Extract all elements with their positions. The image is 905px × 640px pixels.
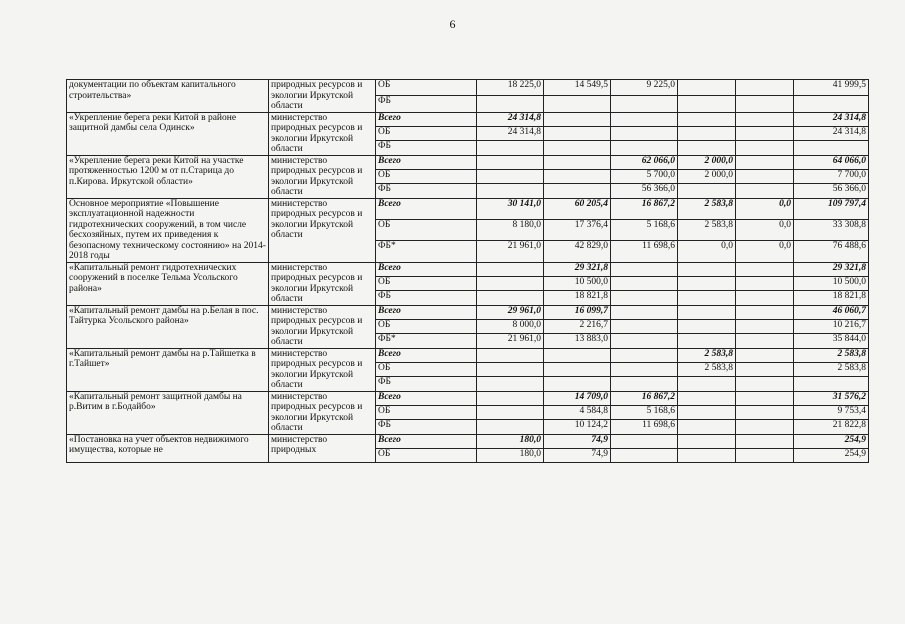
year-2017-cell [678,334,736,348]
year-2015-cell [544,348,611,362]
total-cell: 76 488,6 [794,241,869,262]
year-2015-cell: 14 549,5 [544,80,611,96]
total-cell: 10 216,7 [794,319,869,333]
table-row [67,434,869,448]
measure-name-cell: «Укрепление берега реки Китой на участке протяженностью 1200 м от п.Старица до п.Кирова. Иркутской области» [67,155,269,198]
year-2014-cell [477,405,544,419]
year-2017-cell: 2 583,8 [678,348,736,362]
total-cell: 24 314,8 [794,126,869,140]
total-cell: 33 308,8 [794,219,869,240]
year-2014-cell [477,420,544,434]
funding-source-cell: ОБ [376,219,477,240]
year-2014-cell [477,391,544,405]
funding-source-cell: ОБ [376,80,477,96]
funding-source-cell: ОБ [376,169,477,183]
year-2017-cell: 2 583,8 [678,198,736,219]
year-2018-cell [736,305,794,319]
table-row [67,305,869,319]
year-2016-cell [611,96,678,112]
year-2018-cell [736,334,794,348]
year-2017-cell [678,276,736,290]
year-2015-cell: 17 376,4 [544,219,611,240]
year-2015-cell [544,184,611,198]
year-2018-cell [736,80,794,96]
year-2016-cell [611,262,678,276]
funding-source-cell: Всего [376,348,477,362]
measure-name-cell: «Постановка на учет объектов недвижимого имущества, которые не [67,434,269,462]
year-2014-cell: 29 961,0 [477,305,544,319]
year-2014-cell [477,262,544,276]
total-cell: 10 500,0 [794,276,869,290]
measure-name-cell: Основное мероприятие «Повышение эксплуатационной надежности гидротехнических сооружений, в том числе бесхозяйных, путем их приведения к безопасному техническому состоянию» на 2014-2018 годы [67,198,269,262]
year-2018-cell: 0,0 [736,198,794,219]
year-2017-cell [678,126,736,140]
year-2017-cell [678,420,736,434]
year-2016-cell [611,112,678,126]
year-2018-cell [736,155,794,169]
year-2014-cell [477,184,544,198]
total-cell [794,141,869,155]
year-2017-cell [678,434,736,448]
year-2017-cell [678,305,736,319]
year-2015-cell [544,126,611,140]
funding-source-cell: ФБ [376,291,477,305]
year-2018-cell [736,377,794,391]
table-row [67,155,869,169]
year-2014-cell: 30 141,0 [477,198,544,219]
year-2018-cell [736,348,794,362]
year-2017-cell [678,448,736,462]
year-2016-cell [611,362,678,376]
year-2016-cell [611,141,678,155]
total-cell: 9 753,4 [794,405,869,419]
executor-cell: министерство природных ресурсов и экологии Иркутской области [269,305,376,348]
total-cell: 41 999,5 [794,80,869,96]
year-2015-cell: 4 584,8 [544,405,611,419]
year-2017-cell [678,405,736,419]
total-cell: 2 583,8 [794,348,869,362]
year-2016-cell [611,448,678,462]
year-2017-cell [678,377,736,391]
funding-source-cell: ФБ [376,420,477,434]
year-2014-cell [477,169,544,183]
funding-source-cell: ОБ [376,362,477,376]
year-2017-cell: 2 583,8 [678,362,736,376]
measure-name-cell: «Капитальный ремонт гидротехнических сооружений в поселке Тельма Усольского района» [67,262,269,305]
executor-cell: министерство природных ресурсов и экологии Иркутской области [269,391,376,434]
year-2015-cell: 10 500,0 [544,276,611,290]
year-2016-cell: 9 225,0 [611,80,678,96]
year-2014-cell: 180,0 [477,434,544,448]
year-2016-cell [611,434,678,448]
year-2016-cell: 5 168,6 [611,405,678,419]
year-2015-cell: 74,9 [544,434,611,448]
measure-name-cell: «Укрепление берега реки Китой в районе защитной дамбы села Одинск» [67,112,269,155]
year-2018-cell [736,169,794,183]
year-2015-cell: 74,9 [544,448,611,462]
executor-cell: природных ресурсов и экологии Иркутской области [269,80,376,113]
measure-name-cell: «Капитальный ремонт дамбы на р.Тайшетка в г.Тайшет» [67,348,269,391]
year-2016-cell [611,377,678,391]
funding-source-cell: ОБ [376,405,477,419]
budget-table [66,79,869,463]
executor-cell: министерство природных ресурсов и экологии Иркутской области [269,155,376,198]
year-2015-cell: 14 709,0 [544,391,611,405]
funding-source-cell: Всего [376,112,477,126]
total-cell: 46 060,7 [794,305,869,319]
total-cell [794,377,869,391]
year-2015-cell [544,141,611,155]
year-2016-cell [611,276,678,290]
year-2018-cell [736,319,794,333]
year-2015-cell: 29 321,8 [544,262,611,276]
year-2016-cell: 16 867,2 [611,198,678,219]
page-number: 6 [449,17,456,31]
year-2017-cell [678,262,736,276]
year-2014-cell: 21 961,0 [477,241,544,262]
year-2016-cell [611,126,678,140]
executor-cell: министерство природных ресурсов и экологии Иркутской области [269,262,376,305]
year-2014-cell: 8 180,0 [477,219,544,240]
year-2015-cell [544,169,611,183]
table-row [67,112,869,126]
funding-source-cell: ОБ [376,126,477,140]
year-2018-cell [736,291,794,305]
funding-source-cell: Всего [376,391,477,405]
year-2017-cell [678,184,736,198]
executor-cell: министерство природных [269,434,376,462]
year-2016-cell: 11 698,6 [611,420,678,434]
year-2015-cell: 60 205,4 [544,198,611,219]
year-2017-cell: 2 583,8 [678,219,736,240]
total-cell: 21 822,8 [794,420,869,434]
year-2017-cell [678,319,736,333]
year-2017-cell: 0,0 [678,241,736,262]
year-2014-cell: 18 225,0 [477,80,544,96]
year-2014-cell [477,348,544,362]
total-cell: 109 797,4 [794,198,869,219]
year-2015-cell [544,112,611,126]
year-2018-cell [736,126,794,140]
funding-source-cell: ФБ [376,377,477,391]
year-2014-cell: 21 961,0 [477,334,544,348]
year-2018-cell [736,448,794,462]
funding-source-cell: ОБ [376,319,477,333]
year-2016-cell: 56 366,0 [611,184,678,198]
year-2018-cell [736,362,794,376]
year-2017-cell: 2 000,0 [678,155,736,169]
total-cell [794,96,869,112]
year-2015-cell [544,96,611,112]
funding-source-cell: ОБ [376,448,477,462]
measure-name-cell: «Капитальный ремонт защитной дамбы на р.Витим в г.Бодайбо» [67,391,269,434]
year-2015-cell: 16 099,7 [544,305,611,319]
executor-cell: министерство природных ресурсов и экологии Иркутской области [269,348,376,391]
year-2014-cell [477,377,544,391]
total-cell: 35 844,0 [794,334,869,348]
year-2018-cell: 0,0 [736,219,794,240]
funding-source-cell: ОБ [376,276,477,290]
year-2017-cell [678,391,736,405]
table-row [67,391,869,405]
year-2017-cell [678,96,736,112]
year-2018-cell: 0,0 [736,241,794,262]
year-2015-cell: 10 124,2 [544,420,611,434]
year-2016-cell: 5 168,6 [611,219,678,240]
total-cell: 2 583,8 [794,362,869,376]
year-2014-cell [477,155,544,169]
year-2017-cell [678,80,736,96]
total-cell: 18 821,8 [794,291,869,305]
year-2015-cell [544,362,611,376]
funding-source-cell: ФБ* [376,241,477,262]
year-2018-cell [736,391,794,405]
year-2017-cell [678,141,736,155]
year-2016-cell [611,291,678,305]
total-cell: 29 321,8 [794,262,869,276]
year-2018-cell [736,184,794,198]
year-2016-cell: 5 700,0 [611,169,678,183]
table-row [67,348,869,362]
year-2016-cell: 11 698,6 [611,241,678,262]
year-2015-cell: 2 216,7 [544,319,611,333]
total-cell: 254,9 [794,448,869,462]
funding-source-cell: ФБ [376,141,477,155]
year-2016-cell [611,319,678,333]
total-cell: 64 066,0 [794,155,869,169]
year-2018-cell [736,141,794,155]
year-2014-cell [477,291,544,305]
funding-source-cell: Всего [376,434,477,448]
year-2015-cell [544,155,611,169]
year-2014-cell: 180,0 [477,448,544,462]
year-2017-cell [678,291,736,305]
total-cell: 56 366,0 [794,184,869,198]
table-row [67,262,869,276]
page-bottom-edge [0,624,905,640]
year-2018-cell [736,262,794,276]
year-2014-cell [477,96,544,112]
year-2014-cell [477,276,544,290]
year-2015-cell: 18 821,8 [544,291,611,305]
year-2018-cell [736,420,794,434]
year-2016-cell: 62 066,0 [611,155,678,169]
year-2018-cell [736,405,794,419]
year-2017-cell [678,112,736,126]
funding-source-cell: Всего [376,305,477,319]
funding-source-cell: ФБ [376,96,477,112]
year-2016-cell [611,348,678,362]
total-cell: 7 700,0 [794,169,869,183]
total-cell: 254,9 [794,434,869,448]
table-row [67,80,869,96]
year-2016-cell: 16 867,2 [611,391,678,405]
year-2015-cell: 42 829,0 [544,241,611,262]
total-cell: 24 314,8 [794,112,869,126]
year-2018-cell [736,112,794,126]
measure-name-cell: «Капитальный ремонт дамбы на р.Белая в пос. Тайтурка Усольского района» [67,305,269,348]
year-2015-cell [544,377,611,391]
measure-name-cell: документации по объектам капитального строительства» [67,80,269,113]
total-cell: 31 576,2 [794,391,869,405]
year-2015-cell: 13 883,0 [544,334,611,348]
funding-source-cell: ФБ [376,184,477,198]
year-2018-cell [736,96,794,112]
year-2018-cell [736,434,794,448]
year-2014-cell: 24 314,8 [477,126,544,140]
year-2016-cell [611,334,678,348]
funding-source-cell: Всего [376,262,477,276]
year-2014-cell: 8 000,0 [477,319,544,333]
executor-cell: министерство природных ресурсов и экологии Иркутской области [269,112,376,155]
year-2016-cell [611,305,678,319]
table-row [67,198,869,219]
year-2018-cell [736,276,794,290]
year-2017-cell: 2 000,0 [678,169,736,183]
year-2014-cell [477,362,544,376]
year-2014-cell [477,141,544,155]
executor-cell: министерство природных ресурсов и экологии Иркутской области [269,198,376,262]
year-2014-cell: 24 314,8 [477,112,544,126]
funding-source-cell: ФБ* [376,334,477,348]
funding-source-cell: Всего [376,198,477,219]
funding-source-cell: Всего [376,155,477,169]
